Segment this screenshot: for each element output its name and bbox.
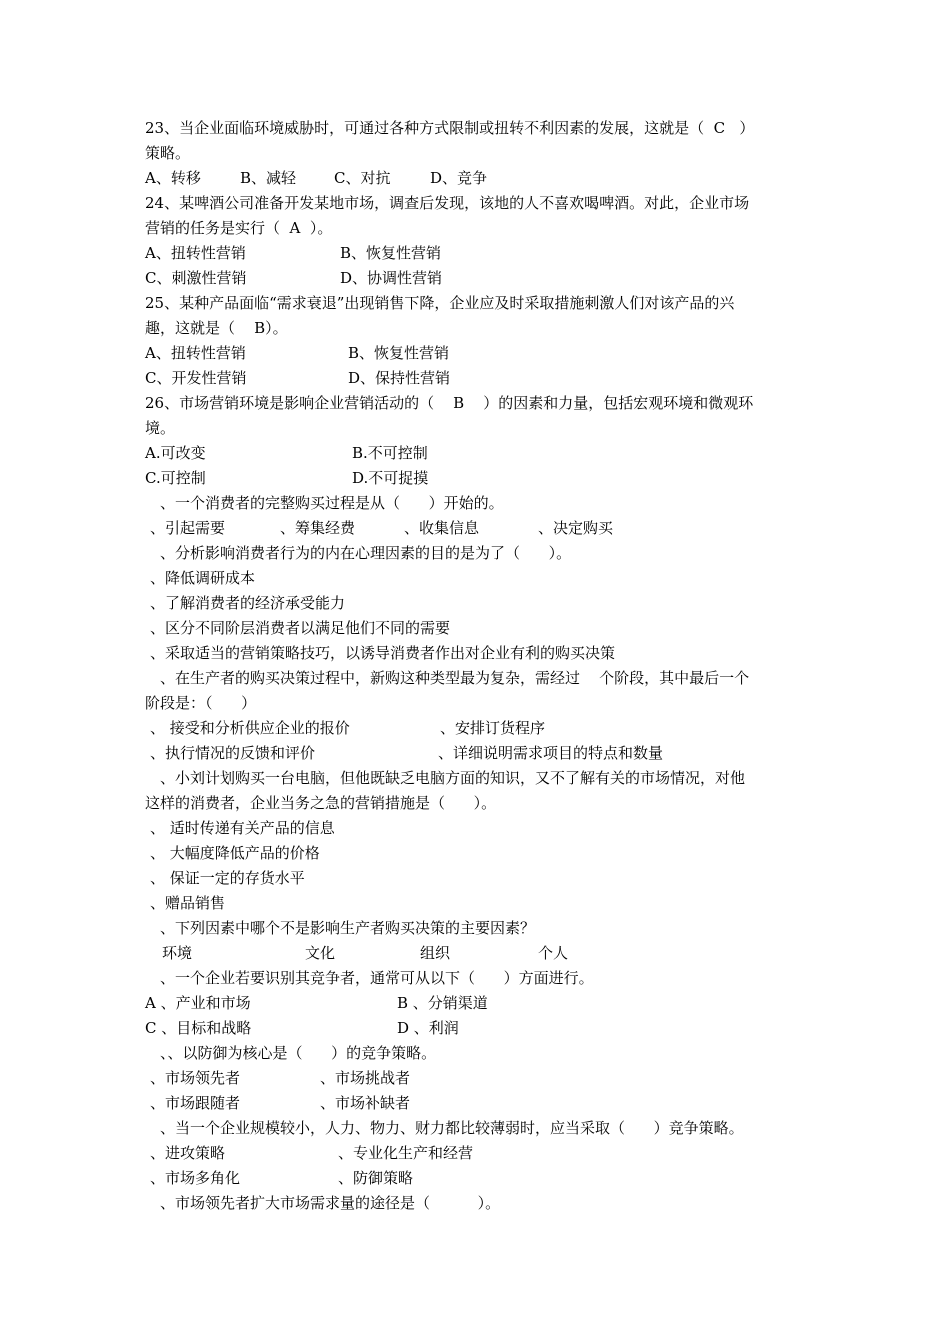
question-34-option-c: 、市场多角化 [150,1169,241,1187]
question-34-option-d: 、防御策略 [338,1169,414,1187]
question-33-option-b: 、市场挑战者 [320,1069,411,1087]
question-26-option-d: D.不可捉摸 [352,469,429,487]
question-25-stem: 25、某种产品面临“需求衰退”出现销售下降，企业应及时采取措施刺激人们对该产品的兴 [145,294,735,312]
question-25-option-c: C、开发性营销 [145,369,247,387]
question-34-option-b: 、专业化生产和经营 [338,1144,474,1162]
question-32-stem: 、一个企业若要识别其竞争者，通常可从以下（ ）方面进行。 [160,969,594,987]
question-31-stem: 、下列因素中哪个不是影响生产者购买决策的主要因素？ [160,919,536,937]
question-29-option-d: 、详细说明需求项目的特点和数量 [438,744,664,762]
question-24-option-d: D、协调性营销 [340,269,443,287]
question-29-option-c: 、执行情况的反馈和评价 [150,744,316,762]
question-29-stem-cont: 阶段是：（ ） [145,694,257,712]
question-25-option-b: B、恢复性营销 [348,344,450,362]
question-28-stem: 、分析影响消费者行为的内在心理因素的目的是为了（ ）。 [160,544,572,562]
question-33-option-c: 、市场跟随者 [150,1094,241,1112]
question-24-option-b: B、恢复性营销 [340,244,442,262]
question-35-stem: 、市场领先者扩大市场需求量的途径是（ ）。 [160,1194,501,1212]
question-23-option-a: A、转移 [145,169,201,187]
question-34-option-a: 、进攻策略 [150,1144,226,1162]
question-24-stem: 24、某啤酒公司准备开发某地市场，调查后发现，该地的人不喜欢喝啤酒。对此，企业市场 [145,194,750,212]
question-23-option-d: D、竞争 [430,169,488,187]
question-33-stem: 、、以防御为核心是（ ）的竞争策略。 [160,1044,437,1062]
question-31-option-b: 文化 [305,944,336,962]
question-30-option-d: 、赠品销售 [150,894,226,912]
question-25-option-a: A、扭转性营销 [145,344,246,362]
question-27-option-b: 、筹集经费 [280,519,356,537]
question-25-stem-cont: 趣，这就是（ B）。 [145,319,288,337]
question-26-option-c: C.可控制 [145,469,206,487]
question-27-stem: 、一个消费者的完整购买过程是从（ ）开始的。 [160,494,504,512]
question-27-option-d: 、决定购买 [538,519,614,537]
question-26-stem: 26、市场营销环境是影响企业营销活动的（ B ）的因素和力量，包括宏观环境和微观环 [145,394,754,412]
question-28-option-a: 、降低调研成本 [150,569,256,587]
question-26-stem-cont: 境。 [145,419,176,437]
question-26-option-b: B.不可控制 [352,444,428,462]
question-31-option-a: 环境 [162,944,193,962]
question-28-option-d: 、采取适当的营销策略技巧，以诱导消费者作出对企业有利的购买决策 [150,644,616,662]
question-33-option-a: 、市场领先者 [150,1069,241,1087]
question-30-stem: 、小刘计划购买一台电脑，但他既缺乏电脑方面的知识，又不了解有关的市场情况，对他 [160,769,746,787]
question-32-option-c: C 、目标和战略 [145,1019,252,1037]
question-33-option-d: 、市场补缺者 [320,1094,411,1112]
question-23-option-c: C、对抗 [334,169,391,187]
question-24-option-c: C、刺激性营销 [145,269,247,287]
question-29-option-b: 、安排订货程序 [440,719,546,737]
question-32-option-a: A 、产业和市场 [145,994,251,1012]
question-28-option-b: 、了解消费者的经济承受能力 [150,594,346,612]
question-24-option-a: A、扭转性营销 [145,244,246,262]
question-26-option-a: A.可改变 [145,444,206,462]
question-25-option-d: D、保持性营销 [348,369,451,387]
question-32-option-b: B 、分销渠道 [397,994,488,1012]
question-23-stem-cont: 策略。 [145,144,191,162]
question-27-option-c: 、收集信息 [404,519,480,537]
question-30-option-b: 、 大幅度降低产品的价格 [150,844,320,862]
question-30-option-a: 、 适时传递有关产品的信息 [150,819,335,837]
question-30-stem-cont: 这样的消费者，企业当务之急的营销措施是（ ）。 [145,794,497,812]
question-34-stem: 、当一个企业规模较小，人力、物力、财力都比较薄弱时，应当采取（ ）竞争策略。 [160,1119,744,1137]
question-27-option-a: 、引起需要 [150,519,226,537]
question-24-stem-cont: 营销的任务是实行（ A ）。 [145,219,333,237]
question-32-option-d: D 、利润 [397,1019,459,1037]
question-29-option-a: 、 接受和分析供应企业的报价 [150,719,350,737]
question-31-option-c: 组织 [420,944,451,962]
question-23-stem: 23、当企业面临环境威胁时，可通过各种方式限制或扭转不利因素的发展，这就是（ C ） [145,119,755,137]
question-31-option-d: 个人 [538,944,569,962]
question-30-option-c: 、 保证一定的存货水平 [150,869,305,887]
question-23-option-b: B、减轻 [240,169,297,187]
question-29-stem: 、在生产者的购买决策过程中，新购这种类型最为复杂，需经过 个阶段，其中最后一个 [160,669,750,687]
question-28-option-c: 、区分不同阶层消费者以满足他们不同的需要 [150,619,451,637]
